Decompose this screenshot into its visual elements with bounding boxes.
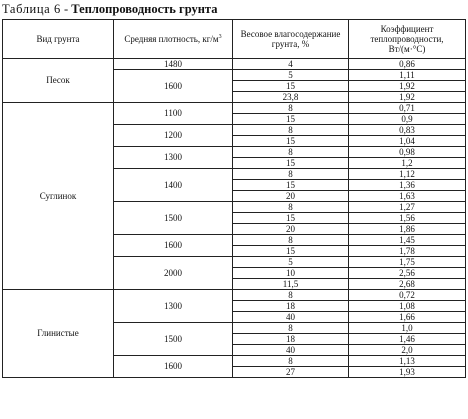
conductivity-cell: 2,56 xyxy=(349,268,466,279)
conductivity-cell: 1,66 xyxy=(349,312,466,323)
moisture-cell: 40 xyxy=(233,312,349,323)
conductivity-cell: 1,92 xyxy=(349,81,466,92)
moisture-cell: 4 xyxy=(233,59,349,70)
soil-type-cell: Песок xyxy=(3,59,114,103)
conductivity-cell: 1,46 xyxy=(349,334,466,345)
caption-dash: - xyxy=(60,2,72,16)
conductivity-cell: 1,45 xyxy=(349,235,466,246)
header-moisture: Весовое влагосодержание грунта, % xyxy=(233,20,349,59)
table-title: Теплопроводность грунта xyxy=(71,2,218,16)
moisture-cell: 23,8 xyxy=(233,92,349,103)
moisture-cell: 15 xyxy=(233,158,349,169)
conductivity-cell: 1,36 xyxy=(349,180,466,191)
moisture-cell: 18 xyxy=(233,301,349,312)
density-cell: 1500 xyxy=(114,323,233,356)
moisture-cell: 8 xyxy=(233,147,349,158)
moisture-cell: 8 xyxy=(233,202,349,213)
conductivity-cell: 1,0 xyxy=(349,323,466,334)
moisture-cell: 5 xyxy=(233,257,349,268)
moisture-cell: 8 xyxy=(233,235,349,246)
table-row xyxy=(3,103,466,114)
conductivity-cell: 1,75 xyxy=(349,257,466,268)
header-soil-type: Вид грунта xyxy=(3,20,114,59)
header-density-text: Средняя плотность, кг/м xyxy=(124,34,219,44)
moisture-cell: 40 xyxy=(233,345,349,356)
table-row xyxy=(3,290,466,301)
conductivity-cell: 1,78 xyxy=(349,246,466,257)
moisture-cell: 8 xyxy=(233,290,349,301)
conductivity-cell: 1,08 xyxy=(349,301,466,312)
conductivity-cell: 0,9 xyxy=(349,114,466,125)
moisture-cell: 10 xyxy=(233,268,349,279)
density-cell: 1400 xyxy=(114,169,233,202)
density-cell: 1480 xyxy=(114,59,233,70)
moisture-cell: 27 xyxy=(233,367,349,378)
conductivity-cell: 1,04 xyxy=(349,136,466,147)
moisture-cell: 11,5 xyxy=(233,279,349,290)
moisture-cell: 15 xyxy=(233,114,349,125)
moisture-cell: 15 xyxy=(233,136,349,147)
moisture-cell: 15 xyxy=(233,246,349,257)
moisture-cell: 15 xyxy=(233,180,349,191)
moisture-cell: 15 xyxy=(233,213,349,224)
conductivity-cell: 1,93 xyxy=(349,367,466,378)
table-body xyxy=(3,59,466,378)
moisture-cell: 5 xyxy=(233,70,349,81)
header-row xyxy=(3,20,466,59)
soil-type-cell: Суглинок xyxy=(3,103,114,290)
density-cell: 1100 xyxy=(114,103,233,125)
soil-type-cell: Глинистые xyxy=(3,290,114,378)
soil-conductivity-table xyxy=(2,19,466,378)
moisture-cell: 8 xyxy=(233,356,349,367)
density-cell: 1600 xyxy=(114,235,233,257)
conductivity-cell: 1,92 xyxy=(349,92,466,103)
conductivity-cell: 0,83 xyxy=(349,125,466,136)
moisture-cell: 18 xyxy=(233,334,349,345)
header-density-exponent: 3 xyxy=(218,34,222,40)
header-conductivity: Коэффициент теплопроводности, Вт/(м·°С) xyxy=(349,20,466,59)
density-cell: 1300 xyxy=(114,290,233,323)
conductivity-cell: 0,86 xyxy=(349,59,466,70)
density-cell: 2000 xyxy=(114,257,233,290)
conductivity-cell: 1,12 xyxy=(349,169,466,180)
moisture-cell: 8 xyxy=(233,323,349,334)
density-cell: 1600 xyxy=(114,356,233,378)
conductivity-cell: 2,68 xyxy=(349,279,466,290)
conductivity-cell: 1,56 xyxy=(349,213,466,224)
density-cell: 1200 xyxy=(114,125,233,147)
conductivity-cell: 0,72 xyxy=(349,290,466,301)
conductivity-cell: 1,86 xyxy=(349,224,466,235)
density-cell: 1600 xyxy=(114,70,233,103)
moisture-cell: 20 xyxy=(233,224,349,235)
moisture-cell: 8 xyxy=(233,103,349,114)
conductivity-cell: 1,13 xyxy=(349,356,466,367)
density-cell: 1500 xyxy=(114,202,233,235)
moisture-cell: 20 xyxy=(233,191,349,202)
header-density xyxy=(114,20,233,59)
table-number: Таблица 6 xyxy=(2,2,61,16)
conductivity-cell: 2,0 xyxy=(349,345,466,356)
moisture-cell: 15 xyxy=(233,81,349,92)
moisture-cell: 8 xyxy=(233,169,349,180)
conductivity-cell: 1,27 xyxy=(349,202,466,213)
conductivity-cell: 0,98 xyxy=(349,147,466,158)
conductivity-cell: 1,11 xyxy=(349,70,466,81)
table-caption xyxy=(2,2,217,16)
conductivity-cell: 0,71 xyxy=(349,103,466,114)
conductivity-cell: 1,63 xyxy=(349,191,466,202)
moisture-cell: 8 xyxy=(233,125,349,136)
conductivity-cell: 1,2 xyxy=(349,158,466,169)
table-row xyxy=(3,59,466,70)
density-cell: 1300 xyxy=(114,147,233,169)
